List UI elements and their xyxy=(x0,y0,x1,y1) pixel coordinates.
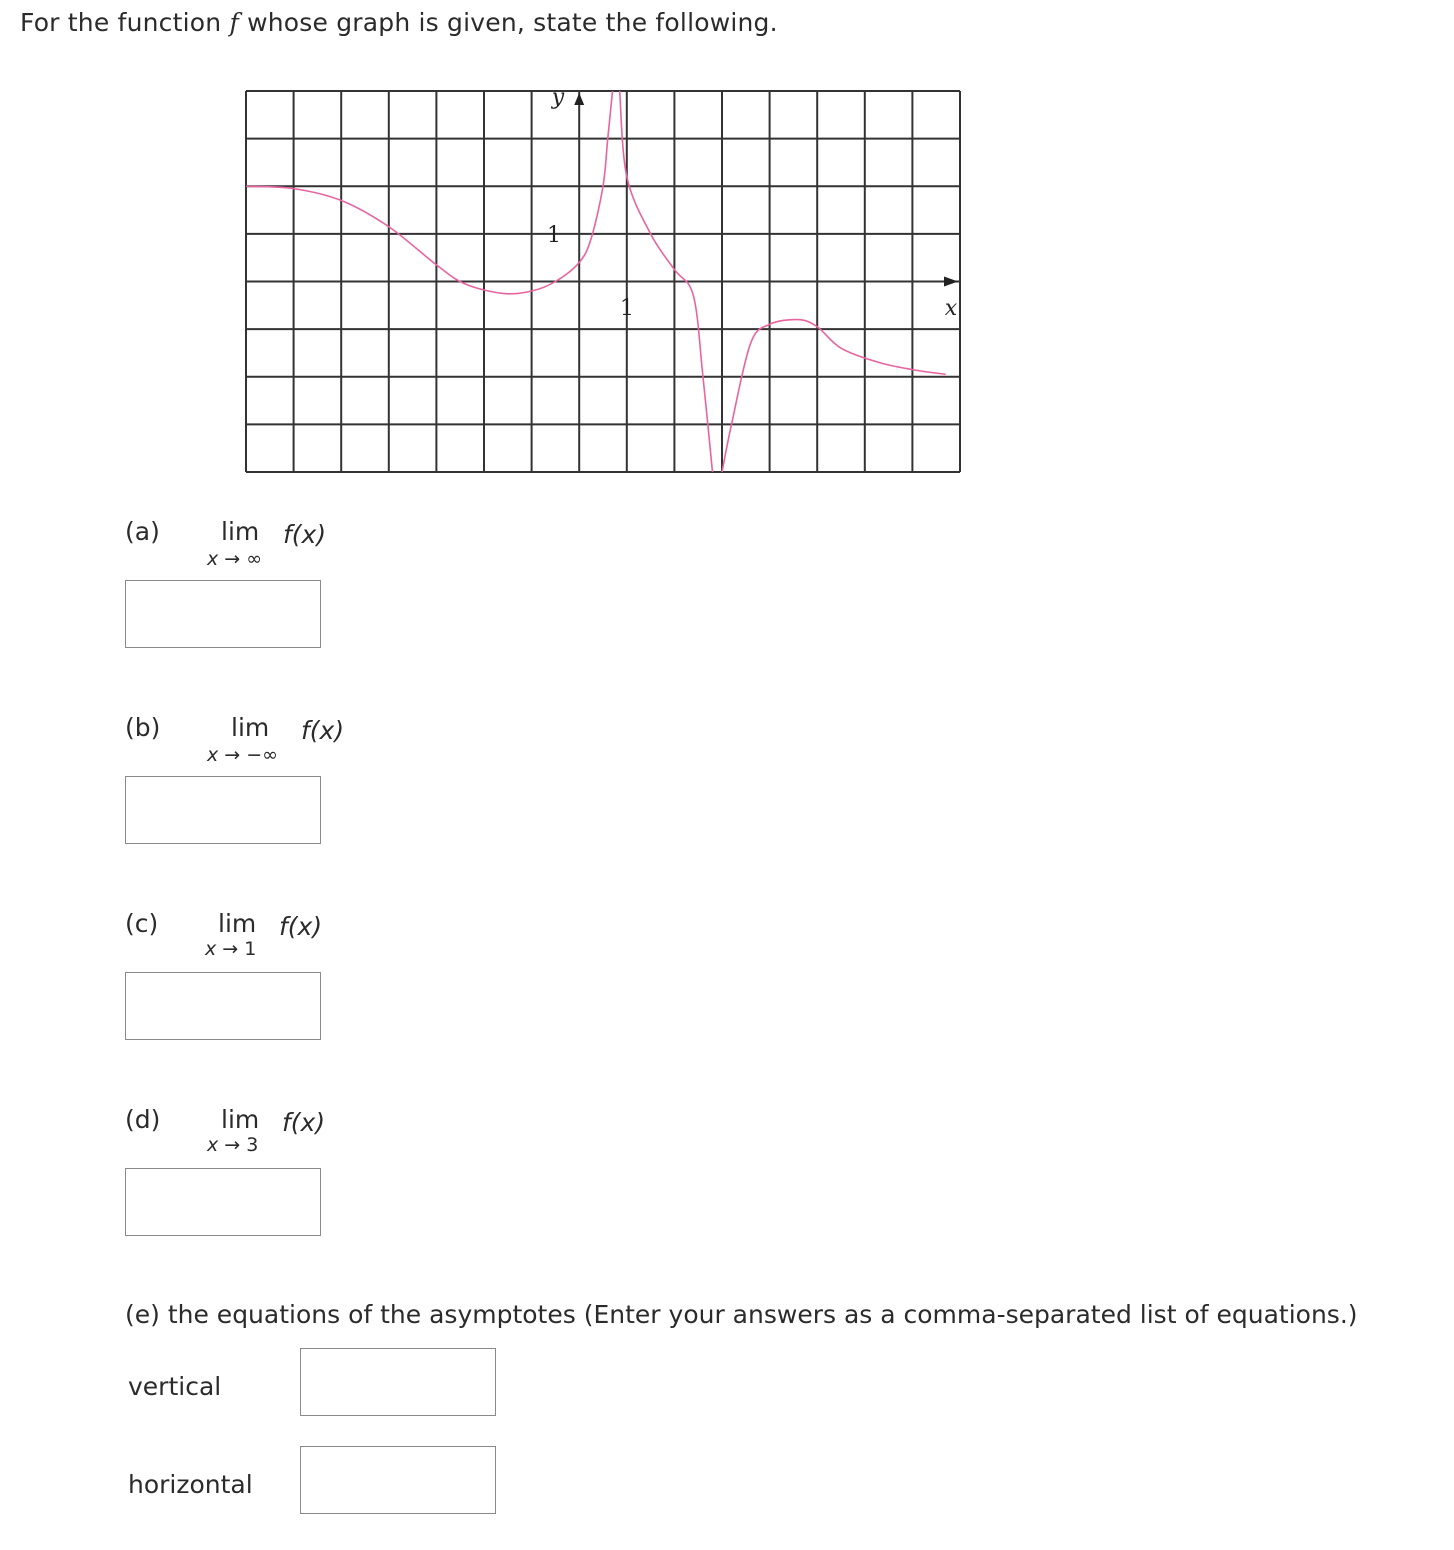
y-tick-label: 1 xyxy=(547,223,561,248)
part-a-subscript xyxy=(207,548,262,570)
part-b-subscript xyxy=(207,744,278,766)
part-d-label: (d) xyxy=(125,1105,161,1134)
x-axis-arrow xyxy=(944,277,958,287)
y-axis-arrow xyxy=(574,93,584,105)
part-a-answer-input[interactable] xyxy=(125,580,321,648)
part-a-sub-var: x xyxy=(207,548,219,570)
part-a-fx-text: f(x) xyxy=(283,520,327,549)
part-b-lim: lim xyxy=(231,713,270,742)
part-a-label: (a) xyxy=(125,517,160,546)
x-axis-label: x xyxy=(944,296,958,321)
horizontal-asymptote-input[interactable] xyxy=(300,1446,496,1514)
part-c-sub-var: x xyxy=(205,938,217,960)
curve-branch-1 xyxy=(246,91,613,294)
part-a-fx xyxy=(283,520,326,549)
vertical-label: vertical xyxy=(128,1372,222,1401)
intro-suffix: whose graph is given, state the following. xyxy=(238,8,778,37)
part-d-fx-text: f(x) xyxy=(282,1108,326,1137)
vertical-asymptote-input[interactable] xyxy=(300,1348,496,1416)
part-b-label: (b) xyxy=(125,713,161,742)
part-c-subscript xyxy=(205,938,256,960)
part-b-fx-text: f(x) xyxy=(301,716,345,745)
graph-grid xyxy=(246,91,960,472)
intro-prefix: For the function xyxy=(20,8,230,37)
function-name: f xyxy=(229,8,239,37)
function-graph xyxy=(240,82,964,478)
part-d-sub-target: 3 xyxy=(246,1134,259,1156)
y-axis-label: y xyxy=(551,85,565,110)
x-tick-label: 1 xyxy=(620,296,634,321)
horizontal-label: horizontal xyxy=(128,1470,253,1499)
part-d-sub-var: x xyxy=(207,1134,219,1156)
part-b-fx xyxy=(301,716,344,745)
part-e-prompt: (e) the equations of the asymptotes (Enter your answers as a comma-separated list of equations.) xyxy=(125,1300,1358,1329)
part-c-lim: lim xyxy=(218,909,257,938)
part-a-lim: lim xyxy=(221,517,260,546)
part-d-subscript xyxy=(207,1134,258,1156)
part-c-answer-input[interactable] xyxy=(125,972,321,1040)
part-d-sub-arrow: → xyxy=(224,1134,241,1156)
part-d-lim: lim xyxy=(221,1105,260,1134)
part-d-fx xyxy=(282,1108,325,1137)
part-a-sub-target: ∞ xyxy=(246,548,263,570)
part-c-fx-text: f(x) xyxy=(279,912,323,941)
part-d-answer-input[interactable] xyxy=(125,1168,321,1236)
part-c-label: (c) xyxy=(125,909,159,938)
part-c-sub-arrow: → xyxy=(222,938,239,960)
part-b-sub-arrow: → xyxy=(224,744,241,766)
part-b-sub-target: −∞ xyxy=(246,744,279,766)
part-c-sub-target: 1 xyxy=(244,938,257,960)
part-a-sub-arrow: → xyxy=(224,548,241,570)
part-c-fx xyxy=(279,912,322,941)
graph-axes xyxy=(574,93,958,287)
part-b-sub-var: x xyxy=(207,744,219,766)
problem-statement xyxy=(20,8,778,37)
part-b-answer-input[interactable] xyxy=(125,776,321,844)
